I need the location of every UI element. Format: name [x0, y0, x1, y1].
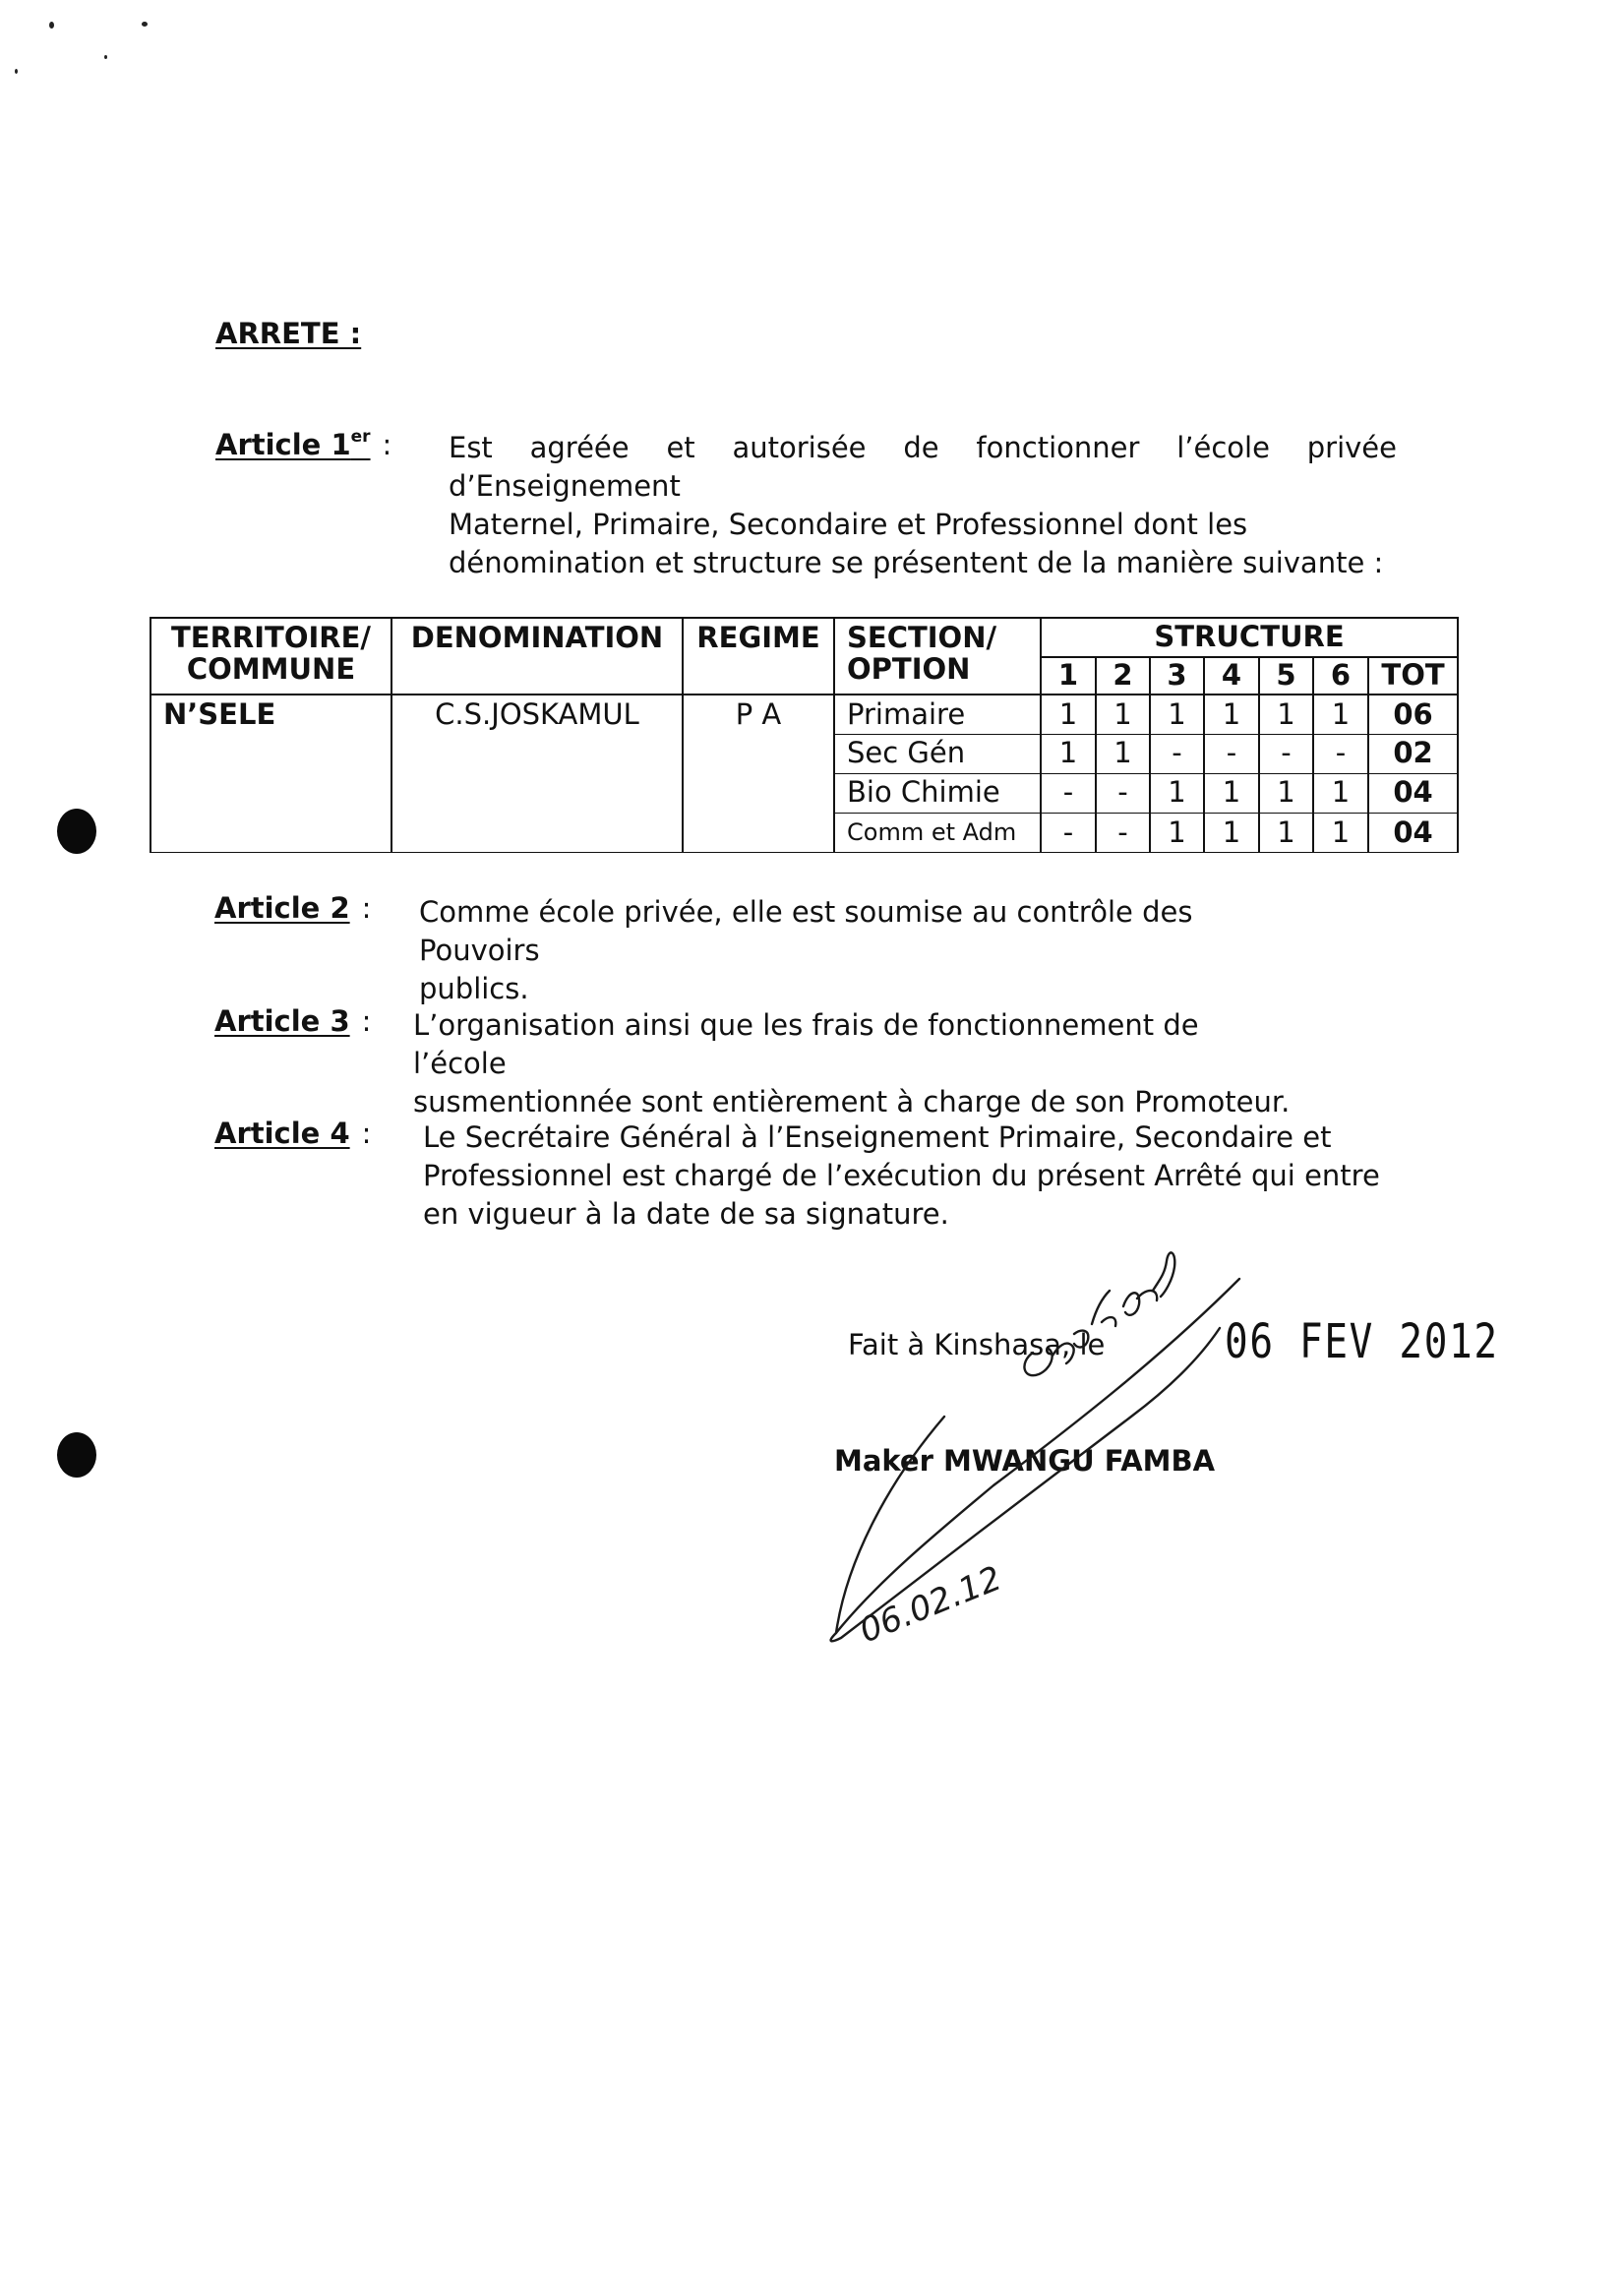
header-col-tot: TOT	[1368, 657, 1458, 695]
article-2-text: Comme école privée, elle est soumise au contrôle des Pouvoirs publics.	[419, 895, 1193, 1005]
article-3-text: L’organisation ainsi que les frais de fonctionnement de l’école susmentionnée sont entièrement à charge de son Promoteur.	[413, 1008, 1291, 1118]
cell-value: -	[1313, 734, 1368, 773]
cell-value: 1	[1313, 695, 1368, 734]
article-1-label: Article 1er :	[215, 427, 392, 461]
scan-speck	[142, 22, 148, 27]
cell-value: 1	[1259, 813, 1313, 852]
handwritten-signature	[807, 1239, 1279, 1672]
cell-value: 1	[1096, 695, 1150, 734]
cell-total: 04	[1368, 813, 1458, 852]
cell-total: 02	[1368, 734, 1458, 773]
page-title: ARRETE :	[215, 317, 362, 350]
cell-value: 1	[1204, 773, 1259, 813]
cell-value: -	[1204, 734, 1259, 773]
header-col-2: 2	[1096, 657, 1150, 695]
header-col-5: 5	[1259, 657, 1313, 695]
cell-option: Primaire	[834, 695, 1041, 734]
cell-value: -	[1096, 813, 1150, 852]
cell-total: 06	[1368, 695, 1458, 734]
header-territoire: TERRITOIRE/ COMMUNE	[150, 618, 391, 695]
article-4-text: Le Secrétaire Général à l’Enseignement Primaire, Secondaire et Professionnel est chargé de l’exécution du présent Arrêté qui entre en vigueur à la date de sa signature.	[423, 1120, 1380, 1231]
scan-speck	[104, 55, 107, 59]
cell-value: -	[1096, 773, 1150, 813]
cell-regime: P A	[683, 695, 834, 852]
cell-value: -	[1150, 734, 1204, 773]
cell-value: -	[1041, 773, 1096, 813]
cell-value: 1	[1204, 695, 1259, 734]
header-col-6: 6	[1313, 657, 1368, 695]
cell-value: 1	[1150, 813, 1204, 852]
cell-territoire: N’SELE	[150, 695, 391, 852]
cell-option: Sec Gén	[834, 734, 1041, 773]
scan-speck	[15, 69, 18, 74]
signatory-name: Maker MWANGU FAMBA	[834, 1444, 1216, 1478]
article-1-text: Est agréée et autorisée de fonctionner l’école privée d’Enseignement Maternel, Primaire, Secondaire et Professionnel dont les dénomination et structure se présentent de la manière suivante :	[449, 431, 1397, 579]
cell-option: Bio Chimie	[834, 773, 1041, 813]
header-col-3: 3	[1150, 657, 1204, 695]
header-col-4: 4	[1204, 657, 1259, 695]
cell-total: 04	[1368, 773, 1458, 813]
header-section: SECTION/ OPTION	[834, 618, 1041, 695]
cell-value: 1	[1204, 813, 1259, 852]
cell-value: -	[1041, 813, 1096, 852]
cell-value: 1	[1150, 773, 1204, 813]
table-row	[150, 695, 1458, 734]
cell-value: 1	[1150, 695, 1204, 734]
header-structure: STRUCTURE	[1041, 618, 1458, 657]
punch-hole-top	[57, 809, 96, 854]
cell-value: -	[1259, 734, 1313, 773]
header-col-1: 1	[1041, 657, 1096, 695]
header-denomination: DENOMINATION	[391, 618, 683, 695]
article-4-label: Article 4 :	[214, 1117, 372, 1150]
article-3-label: Article 3 :	[214, 1004, 372, 1038]
article-2-label: Article 2 :	[214, 891, 372, 925]
scan-speck	[49, 22, 54, 29]
header-regime: REGIME	[683, 618, 834, 695]
cell-value: 1	[1313, 813, 1368, 852]
cell-value: 1	[1041, 734, 1096, 773]
structure-table	[150, 617, 1459, 853]
date-stamp: 06 FEV 2012	[1225, 1314, 1499, 1369]
place-date-text: Fait à Kinshasa, le	[848, 1328, 1106, 1361]
svg-text:06.02.12: 06.02.12	[854, 1558, 1007, 1652]
punch-hole-bottom	[57, 1432, 96, 1478]
cell-denomination: C.S.JOSKAMUL	[391, 695, 683, 852]
cell-value: 1	[1313, 773, 1368, 813]
cell-value: 1	[1259, 695, 1313, 734]
cell-option: Comm et Adm	[834, 813, 1041, 852]
cell-value: 1	[1041, 695, 1096, 734]
cell-value: 1	[1259, 773, 1313, 813]
cell-value: 1	[1096, 734, 1150, 773]
